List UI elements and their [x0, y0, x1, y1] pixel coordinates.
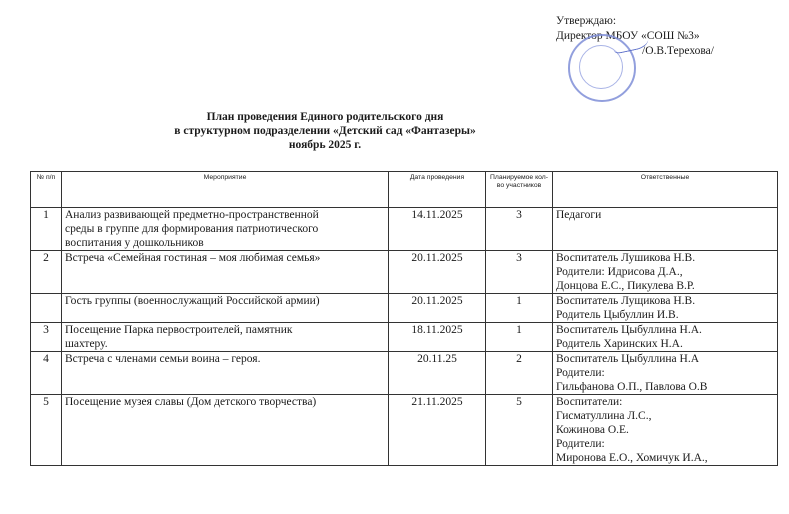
- cell-event-line: Встреча «Семейная гостиная – моя любимая семья»: [65, 252, 321, 264]
- cell-responsible-line: Родитель Цыбуллин И.В.: [556, 309, 679, 321]
- cell-count: 3: [486, 208, 553, 251]
- cell-event: [62, 294, 389, 323]
- cell-event-line: воспитания у дошкольников: [65, 237, 204, 249]
- cell-count: 5: [486, 395, 553, 466]
- cell-responsible-line: Воспитатель Лушикова Н.В.: [556, 252, 696, 264]
- cell-event-line: Встреча с членами семьи воина – героя.: [65, 353, 261, 365]
- cell-responsible-line: Гильфанова О.П., Павлова О.В: [556, 381, 708, 393]
- cell-date: 20.11.2025: [389, 294, 486, 323]
- cell-event-line: Анализ развивающей предметно-пространственной: [65, 209, 319, 221]
- cell-num: 3: [31, 323, 62, 352]
- plan-table: [30, 171, 778, 466]
- table-row: [31, 395, 778, 466]
- cell-date: 20.11.2025: [389, 251, 486, 294]
- cell-num: 4: [31, 352, 62, 395]
- title-line-1: План проведения Единого родительского дня: [206, 111, 444, 123]
- table-body: [31, 208, 778, 466]
- cell-event-line: Посещение музея славы (Дом детского творчества): [65, 396, 317, 408]
- cell-responsible: [553, 323, 778, 352]
- table-header-row: [31, 172, 778, 208]
- cell-responsible-line: Донцова Е.С., Пикулева В.Р.: [556, 280, 695, 292]
- cell-num: 1: [31, 208, 62, 251]
- header-date: Дата проведения: [389, 172, 486, 208]
- header-num: № п/п: [31, 172, 62, 208]
- cell-responsible-line: Воспитатель Цыбуллина Н.А: [556, 353, 700, 365]
- table-row: [31, 294, 778, 323]
- cell-date: 14.11.2025: [389, 208, 486, 251]
- cell-responsible: [553, 251, 778, 294]
- cell-date: 20.11.25: [389, 352, 486, 395]
- cell-date: 18.11.2025: [389, 323, 486, 352]
- cell-event: [62, 323, 389, 352]
- cell-responsible: [553, 208, 778, 251]
- cell-responsible-line: Воспитатели:: [556, 396, 623, 408]
- cell-responsible: [553, 294, 778, 323]
- cell-num: 2: [31, 251, 62, 294]
- page-title: [0, 110, 650, 152]
- cell-responsible-line: Гисматуллина Л.С.,: [556, 410, 652, 422]
- cell-count: 1: [486, 294, 553, 323]
- header-event: Мероприятие: [62, 172, 389, 208]
- cell-responsible: [553, 352, 778, 395]
- approval-line: Утверждаю:: [556, 15, 617, 27]
- cell-event: [62, 251, 389, 294]
- cell-num: [31, 294, 62, 323]
- cell-responsible-line: Педагоги: [556, 209, 602, 221]
- table-row: [31, 323, 778, 352]
- header-count: Планируемое кол-во участников: [486, 172, 553, 208]
- cell-responsible-line: Миронова Е.О., Хомичук И.А.,: [556, 452, 708, 464]
- cell-event-line: Посещение Парка первостроителей, памятник: [65, 324, 293, 336]
- approval-director: Директор МБОУ «СОШ №3»: [556, 30, 700, 42]
- table-row: [31, 251, 778, 294]
- approval-signature-name: /О.В.Терехова/: [642, 45, 714, 57]
- title-line-2: в структурном подразделении «Детский сад «Фантазеры»: [174, 125, 476, 137]
- cell-event: [62, 352, 389, 395]
- cell-num: 5: [31, 395, 62, 466]
- cell-responsible-line: Родители:: [556, 367, 605, 379]
- table-row: [31, 208, 778, 251]
- title-line-3: ноябрь 2025 г.: [288, 139, 362, 151]
- table-row: [31, 352, 778, 395]
- cell-responsible-line: Родители:: [556, 438, 605, 450]
- cell-responsible: [553, 395, 778, 466]
- cell-event-line: Гость группы (военнослужащий Российской армии): [65, 295, 320, 307]
- cell-event-line: шахтеру.: [65, 338, 108, 350]
- cell-date: 21.11.2025: [389, 395, 486, 466]
- cell-responsible-line: Воспитатель Лущикова Н.В.: [556, 295, 696, 307]
- cell-event: [62, 208, 389, 251]
- cell-responsible-line: Воспитатель Цыбуллина Н.А.: [556, 324, 702, 336]
- cell-event-line: среды в группе для формирования патриотического: [65, 223, 319, 235]
- cell-responsible-line: Родители: Идрисова Д.А.,: [556, 266, 683, 278]
- header-responsible: Ответственные: [553, 172, 778, 208]
- cell-count: 2: [486, 352, 553, 395]
- cell-count: 1: [486, 323, 553, 352]
- cell-event: [62, 395, 389, 466]
- cell-responsible-line: Кожинова О.Е.: [556, 424, 629, 436]
- cell-count: 3: [486, 251, 553, 294]
- cell-responsible-line: Родитель Харинских Н.А.: [556, 338, 683, 350]
